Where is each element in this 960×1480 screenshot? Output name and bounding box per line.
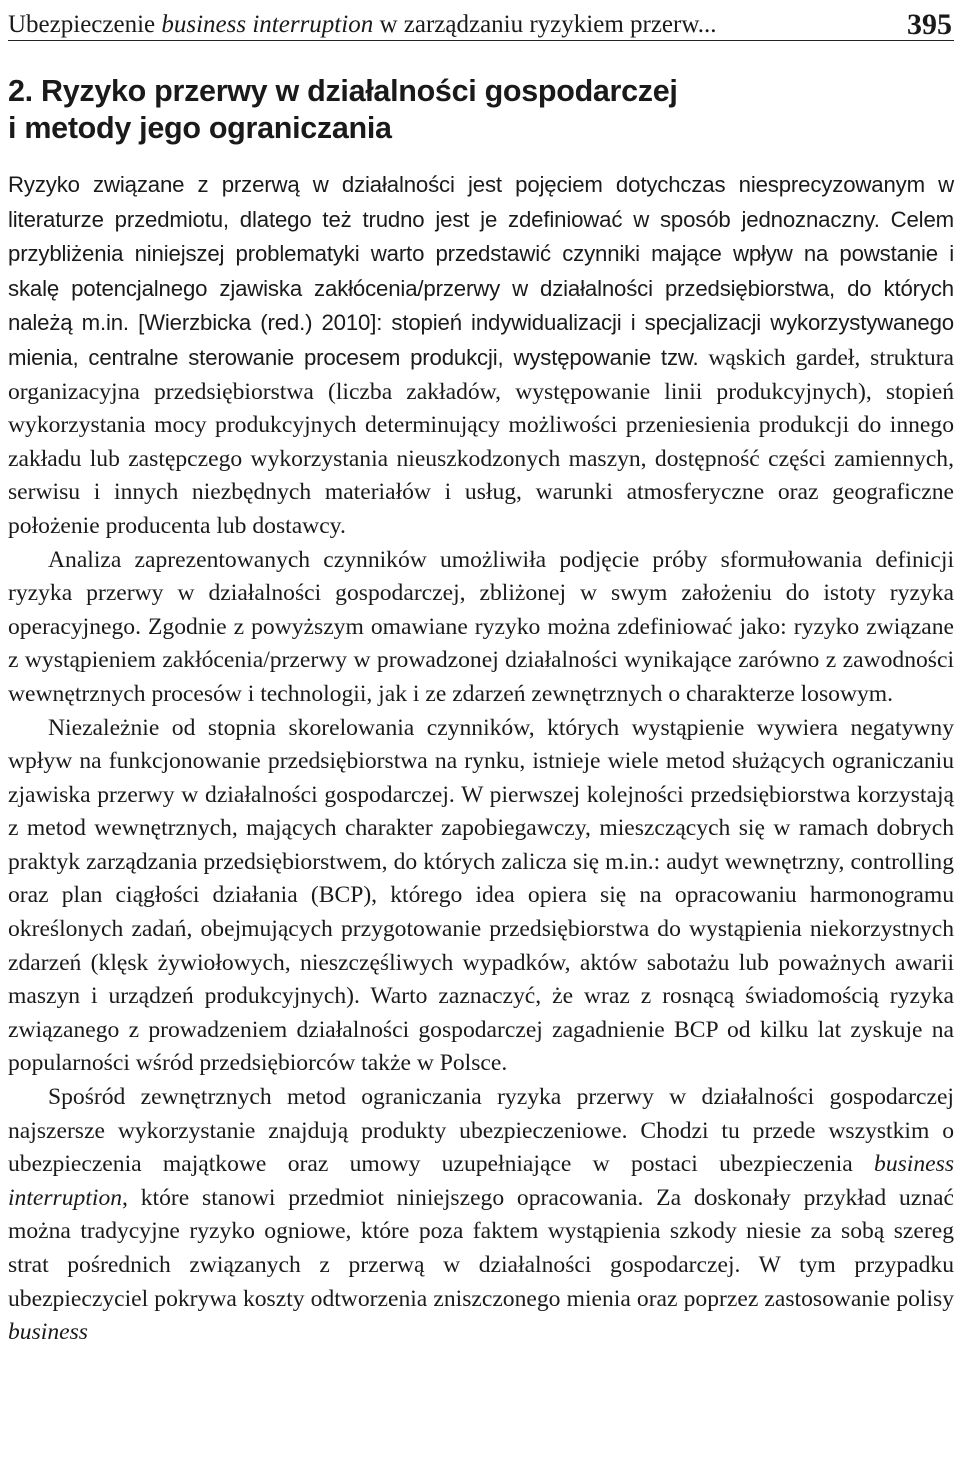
paragraph-3: Niezależnie od stopnia skorelowania czynników, których wystąpienie wywiera negatywny wpływ na funkcjonowanie przedsiębiorstwa na rynku, istnieje wiele metod służących ograniczaniu zjawiska przerwy w działalności gospodarczej. W pierwszej kolejności przedsiębiorstwa korzystają z metod wewnętrznych, mających charakter zapobiegawczy, mieszczących się w ramach dobrych praktyk zarządzania przedsiębiorstwem, do których zalicza się m.in.: audyt wewnętrzny, controlling oraz plan ciągłości działania (BCP), którego idea opiera się na opracowaniu harmonogramu określonych zadań, obejmujących przygotowanie przedsiębiorstwa do wystąpienia niekorzystnych zdarzeń (klęsk żywiołowych, nieszczęśliwych wypadków, aktów sabotażu lub poważnych awarii maszyn i urządzeń produkcyjnych). Warto zaznaczyć, że wraz z rosnącą świadomością ryzyka związanego z prowadzeniem działalności gospodarczej zagadnienie BCP od kilku lat zyskuje na popularności wśród przedsiębiorców także w Polsce. [8,714,954,1077]
paragraph-4-italic: business interruption [8,1151,954,1211]
paragraph-1-sans: Ryzyko związane z przerwą w działalności jest pojęciem dotychczas niesprecyzowanym w literaturze przedmiotu, dlatego też trudno jest je zdefiniować w sposób jednoznaczny. Celem przybliżenia niniejszej problematyki warto przedstawić czynniki mające wpływ na powstanie i skalę potencjalnego zjawiska zakłócenia/przerwy w działalności przedsiębiorstwa, do których należą m.in. [Wierzbicka (red.) 2010]: stopień indywidualizacji i specjalizacji wykorzystywanego mienia, centralne sterowanie procesem produkcji, występowanie tzw. [8,172,954,370]
paragraph-4-part-a: Spośród zewnętrznych metod ograniczania ryzyka przerwy w działalności gospodarczej najszersze wykorzystanie znajdują produkty ubezpieczeniowe. Chodzi tu przede wszystkim o ubezpieczenia majątkowe oraz umowy uzupełniające w postaci ubezpieczenia [8,1084,954,1178]
section-heading-line2: i metody jego ograniczania [8,111,392,145]
section-heading-line1: 2. Ryzyko przerwy w działalności gospodarczej [8,74,678,108]
paragraph-4 [8,1081,954,1350]
paragraph-4-part-b: , które stanowi przedmiot niniejszego opracowania. Za doskonały przykład uznać można tradycyjne ryzyko ogniowe, które poza faktem wystąpienia szkody niesie za sobą szereg strat pośrednich związanych z przerwą w działalności gospodarczej. W tym przypadku ubezpieczyciel pokrywa koszty odtworzenia zniszczonego mienia oraz poprzez zastosowanie polisy [8,1184,954,1312]
running-header [8,0,954,41]
paragraph-4-italic-end: business [8,1319,88,1346]
running-title-suffix: w zarządzaniu ryzykiem przerw... [373,11,717,38]
running-title-italic: business interruption [161,11,374,38]
paragraph-1-serif: wąskich gardeł, struktura organizacyjna przedsiębiorstwa (liczba zakładów, występowanie linii produkcyjnych), stopień wykorzystania mocy produkcyjnych determinujący możliwości przeniesienia produkcji do innego zakładu lub zastępczego wykorzystania nieuszkodzonych maszyn, dostępność części zamiennych, serwisu i innych niezbędnych materiałów i usług, warunki atmosferyczne oraz geograficzne położenie producenta lub dostawcy. [8,344,954,539]
section-heading [8,73,954,147]
running-title [8,10,717,40]
document-page [8,0,954,1350]
paragraph-1 [8,168,954,544]
body-text [8,168,954,1350]
page-number: 395 [907,8,952,41]
paragraph-2: Analiza zaprezentowanych czynników umożliwiła podjęcie próby sformułowania definicji ryzyka przerwy w działalności gospodarczej, zbliżonej w swym założeniu do istoty ryzyka operacyjnego. Zgodnie z powyższym omawiane ryzyko można zdefiniować jako: ryzyko związane z wystąpieniem zakłócenia/przerwy w prowadzonej działalności wynikające zarówno z zawodności wewnętrznych procesów i technologii, jak i ze zdarzeń zewnętrznych o charakterze losowym. [8,546,954,707]
running-title-prefix: Ubezpieczenie [8,11,162,38]
